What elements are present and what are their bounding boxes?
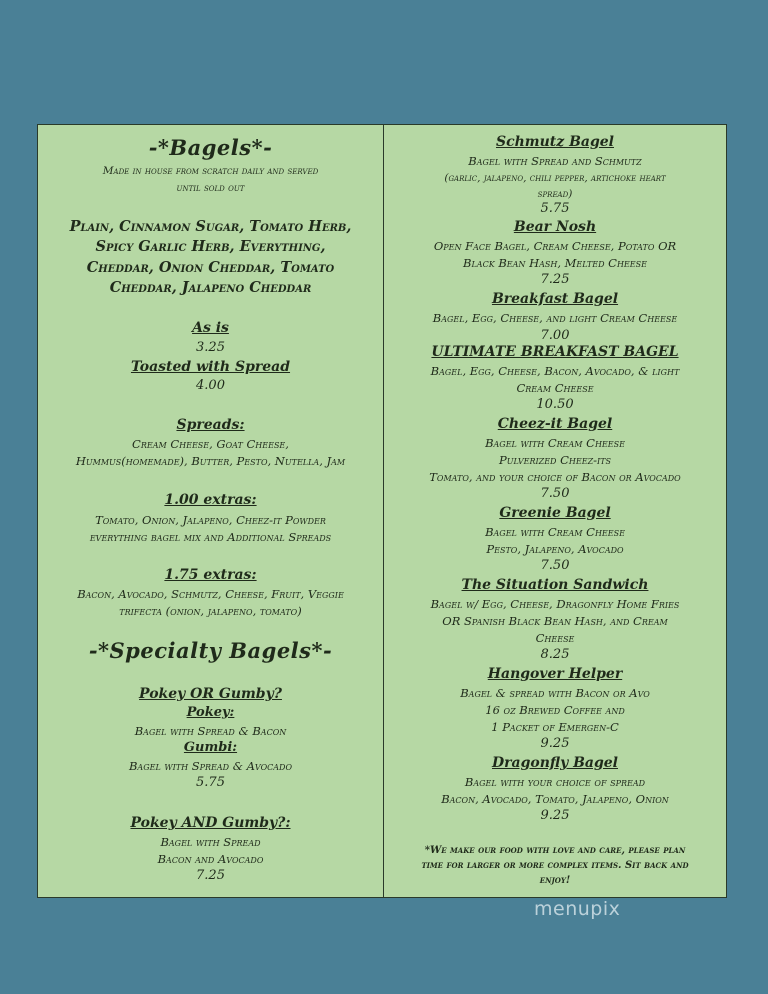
breakfast-title: Breakfast Bagel	[491, 291, 619, 307]
dragonfly-line: Bagel with your choice of spread	[464, 775, 646, 789]
pokey-label: Pokey:	[186, 705, 235, 720]
schmutz-price: 5.75	[540, 201, 570, 216]
schmutz-line: (garlic, jalapeno, chili pepper, artichoke heart	[444, 172, 666, 184]
gumbi-label: Gumbi:	[183, 740, 238, 755]
cheezit-title: Cheez-it Bagel	[497, 416, 613, 432]
cheezit-line: Pulverized Cheez-its	[499, 453, 611, 467]
dragonfly-price: 9.25	[540, 808, 570, 823]
hangover-line: 16 oz Brewed Coffee and	[485, 703, 625, 717]
dragonfly-title: Dragonfly Bagel	[492, 755, 618, 771]
bagels-desc-line: Made in house from scratch daily and served	[102, 165, 319, 177]
pokey-and-gumby-line: Bacon and Avocado	[157, 852, 264, 866]
bear-nosh-line: Black Bean Hash, Melted Cheese	[463, 256, 647, 270]
ultimate-price: 10.50	[536, 397, 574, 412]
pokey-desc: Bagel with Spread & Bacon	[134, 724, 287, 738]
bagels-title: -*Bagels*-	[148, 135, 273, 160]
extras-2-line: trifecta (onion, jalapeno, tomato)	[119, 604, 302, 618]
cheezit-line: Bagel with Cream Cheese	[485, 436, 625, 450]
cheezit-line: Tomato, and your choice of Bacon or Avocado	[429, 470, 681, 484]
bagel-flavors-line: Cheddar, Onion Cheddar, Tomato	[86, 259, 335, 276]
spreads-line: Hummus(homemade), Butter, Pesto, Nutella, Jam	[75, 454, 346, 468]
left-column	[38, 125, 383, 897]
situation-title: The Situation Sandwich	[461, 577, 649, 593]
hangover-title: Hangover Helper	[487, 666, 623, 682]
bagel-flavors-line: Plain, Cinnamon Sugar, Tomato Herb,	[69, 218, 352, 235]
pokey-and-gumby-title: Pokey AND Gumby?:	[130, 815, 291, 831]
dragonfly-line: Bacon, Avocado, Tomato, Jalapeno, Onion	[441, 792, 669, 806]
extras-1-line: everything bagel mix and Additional Spreads	[89, 530, 332, 544]
extras-2-line: Bacon, Avocado, Schmutz, Cheese, Fruit, Veggie	[77, 587, 344, 601]
situation-line: OR Spanish Black Bean Hash, and Cream	[442, 614, 668, 628]
hangover-line: 1 Packet of Emergen-C	[491, 720, 619, 734]
cheezit-price: 7.50	[540, 486, 570, 501]
greenie-line: Bagel with Cream Cheese	[485, 525, 625, 539]
ultimate-line: Cream Cheese	[516, 381, 594, 395]
gumbi-desc: Bagel with Spread & Avocado	[128, 759, 292, 773]
footer-note-line: enjoy!	[539, 875, 571, 886]
schmutz-line: spread)	[537, 188, 573, 200]
extras-2-title: 1.75 extras:	[164, 567, 257, 583]
ultimate-line: Bagel, Egg, Cheese, Bacon, Avocado, & light	[430, 364, 680, 378]
spreads-title: Spreads:	[176, 417, 245, 433]
pokey-or-gumby-title: Pokey OR Gumby?	[139, 686, 282, 702]
extras-1-line: Tomato, Onion, Jalapeno, Cheez-it Powder	[95, 513, 326, 527]
toasted-title: Toasted with Spread	[130, 359, 291, 375]
hangover-price: 9.25	[540, 736, 570, 751]
ultimate-title: ULTIMATE BREAKFAST BAGEL	[431, 344, 679, 360]
situation-line: Bagel w/ Egg, Cheese, Dragonfly Home Fries	[430, 597, 680, 611]
footer-note-line: time for larger or more complex items. Sit back and	[421, 860, 689, 871]
extras-1-title: 1.00 extras:	[164, 492, 257, 508]
schmutz-title: Schmutz Bagel	[495, 134, 614, 150]
greenie-price: 7.50	[540, 558, 570, 573]
greenie-line: Pesto, Jalapeno, Avocado	[486, 542, 624, 556]
breakfast-line: Bagel, Egg, Cheese, and light Cream Cheese	[432, 311, 678, 325]
specialty-title: -*Specialty Bagels*-	[88, 638, 333, 663]
bagels-desc-line: until sold out	[176, 182, 245, 194]
greenie-title: Greenie Bagel	[499, 505, 611, 521]
situation-price: 8.25	[540, 647, 570, 662]
bear-nosh-line: Open Face Bagel, Cream Cheese, Potato OR	[433, 239, 677, 253]
menu-board	[37, 124, 727, 898]
schmutz-line: Bagel with Spread and Schmutz	[468, 154, 642, 168]
bagel-flavors-line: Cheddar, Jalapeno Cheddar	[109, 279, 312, 296]
bear-nosh-price: 7.25	[540, 272, 570, 287]
hangover-line: Bagel & spread with Bacon or Avo	[460, 686, 650, 700]
as-is-price: 3.25	[196, 340, 225, 355]
toasted-price: 4.00	[196, 378, 225, 393]
bear-nosh-title: Bear Nosh	[513, 219, 597, 235]
footer-note-line: *We make our food with love and care, please plan	[424, 845, 686, 856]
breakfast-price: 7.00	[540, 328, 570, 343]
spreads-line: Cream Cheese, Goat Cheese,	[132, 437, 289, 451]
pokey-and-gumby-line: Bagel with Spread	[160, 835, 261, 849]
pokey-or-gumby-price: 5.75	[196, 775, 225, 790]
as-is-title: As is	[192, 320, 229, 336]
bagel-flavors-line: Spicy Garlic Herb, Everything,	[95, 238, 326, 255]
right-column	[384, 125, 726, 897]
pokey-and-gumby-price: 7.25	[196, 868, 225, 883]
watermark: menupix	[534, 898, 621, 920]
situation-line: Cheese	[535, 631, 575, 645]
